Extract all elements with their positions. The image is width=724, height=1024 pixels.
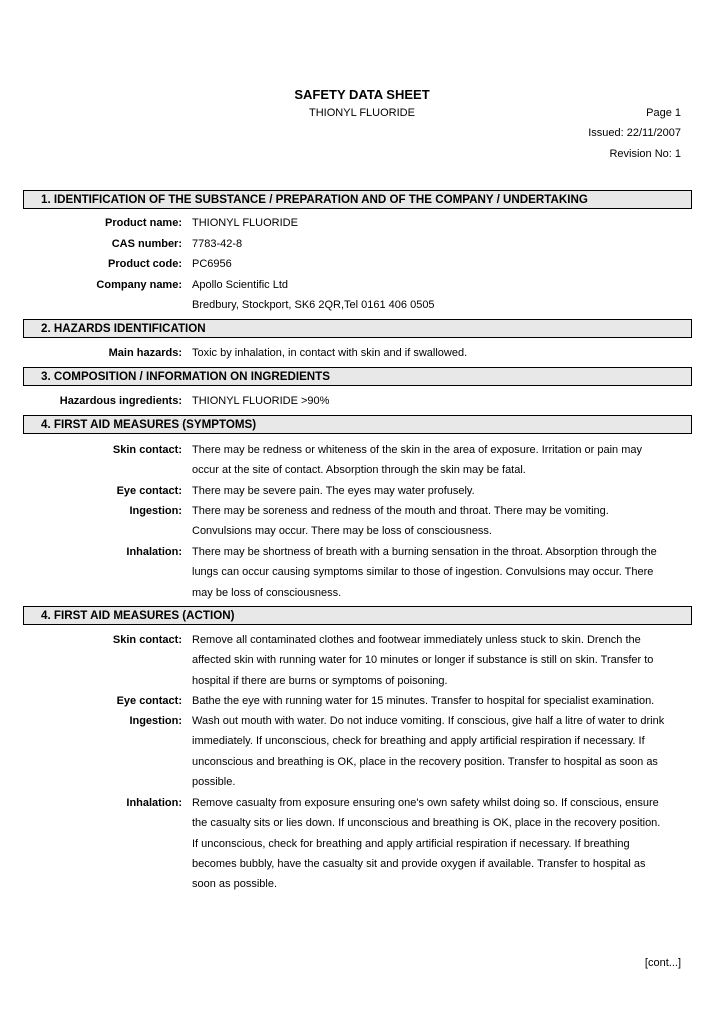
revision-number: Revision No: 1 bbox=[609, 148, 681, 160]
action-eye-value: Bathe the eye with running water for 15 minutes. Transfer to hospital for specialist examination. bbox=[192, 695, 655, 707]
continued-marker: [cont...] bbox=[644, 957, 681, 969]
action-ingestion-label: Ingestion: bbox=[129, 715, 182, 727]
action-inhalation-value: Remove casualty from exposure ensuring one's own safety whilst doing so. If conscious, ensure the casualty sits or lies down. If unconscious and breathing is OK, place in the recovery position. If unconscious, check for breathing and apply artificial respiration if necessary. If breathing becomes bubbly, have the casualty sit and provide oxygen if available. Transfer to hospital as soon as possible. bbox=[192, 797, 661, 891]
hazardous-ingredients-label: Hazardous ingredients: bbox=[59, 395, 182, 407]
issued-date: Issued: 22/11/2007 bbox=[588, 127, 681, 139]
section-3-heading: 3. COMPOSITION / INFORMATION ON INGREDIENTS bbox=[23, 367, 692, 386]
hazardous-ingredients-value: THIONYL FLUORIDE >90% bbox=[192, 395, 330, 407]
symptoms-skin-label: Skin contact: bbox=[112, 444, 182, 456]
company-name-label: Company name: bbox=[96, 279, 182, 291]
main-hazards-label: Main hazards: bbox=[108, 347, 182, 359]
symptoms-ingestion-value: There may be soreness and redness of the mouth and throat. There may be vomiting. Convulsions may occur. There may be loss of consciousness. bbox=[192, 505, 609, 538]
product-name-value: THIONYL FLUORIDE bbox=[192, 217, 298, 229]
product-code-value: PC6956 bbox=[192, 258, 232, 270]
action-inhalation-label: Inhalation: bbox=[126, 797, 182, 809]
action-eye-label: Eye contact: bbox=[116, 695, 182, 707]
company-address-value: Bredbury, Stockport, SK6 2QR,Tel 0161 406 0505 bbox=[192, 299, 435, 311]
section-1-heading: 1. IDENTIFICATION OF THE SUBSTANCE / PREPARATION AND OF THE COMPANY / UNDERTAKING bbox=[23, 190, 692, 209]
action-ingestion-value: Wash out mouth with water. Do not induce vomiting. If conscious, give half a litre of water to drink immediately. If unconscious, check for breathing and apply artificial respiration if necessary. If unconscious and breathing is OK, place in the recovery position. Transfer to hospital as soon as possible. bbox=[192, 715, 665, 788]
document-subtitle: THIONYL FLUORIDE bbox=[309, 107, 415, 119]
company-name-value: Apollo Scientific Ltd bbox=[192, 279, 288, 291]
page-number: Page 1 bbox=[646, 107, 681, 119]
symptoms-inhalation-value: There may be shortness of breath with a burning sensation in the throat. Absorption through the lungs can occur causing symptoms similar to those of ingestion. Convulsions may occur. There may be loss of consciousness. bbox=[192, 546, 657, 599]
document-title: SAFETY DATA SHEET bbox=[294, 87, 430, 102]
section-4-symptoms-heading: 4. FIRST AID MEASURES (SYMPTOMS) bbox=[23, 415, 692, 434]
action-skin-label: Skin contact: bbox=[112, 634, 182, 646]
symptoms-eye-value: There may be severe pain. The eyes may water profusely. bbox=[192, 485, 475, 497]
action-skin-value: Remove all contaminated clothes and footwear immediately unless stuck to skin. Drench the affected skin with running water for 10 minutes or longer if substance is still on skin. Transfer to hospital if there are burns or symptoms of poisoning. bbox=[192, 634, 654, 687]
product-code-label: Product code: bbox=[108, 258, 182, 270]
symptoms-inhalation-label: Inhalation: bbox=[126, 546, 182, 558]
cas-number-value: 7783-42-8 bbox=[192, 238, 243, 250]
cas-number-label: CAS number: bbox=[111, 238, 182, 250]
symptoms-eye-label: Eye contact: bbox=[116, 485, 182, 497]
symptoms-ingestion-label: Ingestion: bbox=[129, 505, 182, 517]
section-4-action-heading: 4. FIRST AID MEASURES (ACTION) bbox=[23, 606, 692, 625]
main-hazards-value: Toxic by inhalation, in contact with skin and if swallowed. bbox=[192, 347, 468, 359]
symptoms-skin-value: There may be redness or whiteness of the skin in the area of exposure. Irritation or pain may occur at the site of contact. Absorption through the skin may be fatal. bbox=[192, 444, 643, 477]
product-name-label: Product name: bbox=[104, 217, 182, 229]
section-2-heading: 2. HAZARDS IDENTIFICATION bbox=[23, 319, 692, 338]
